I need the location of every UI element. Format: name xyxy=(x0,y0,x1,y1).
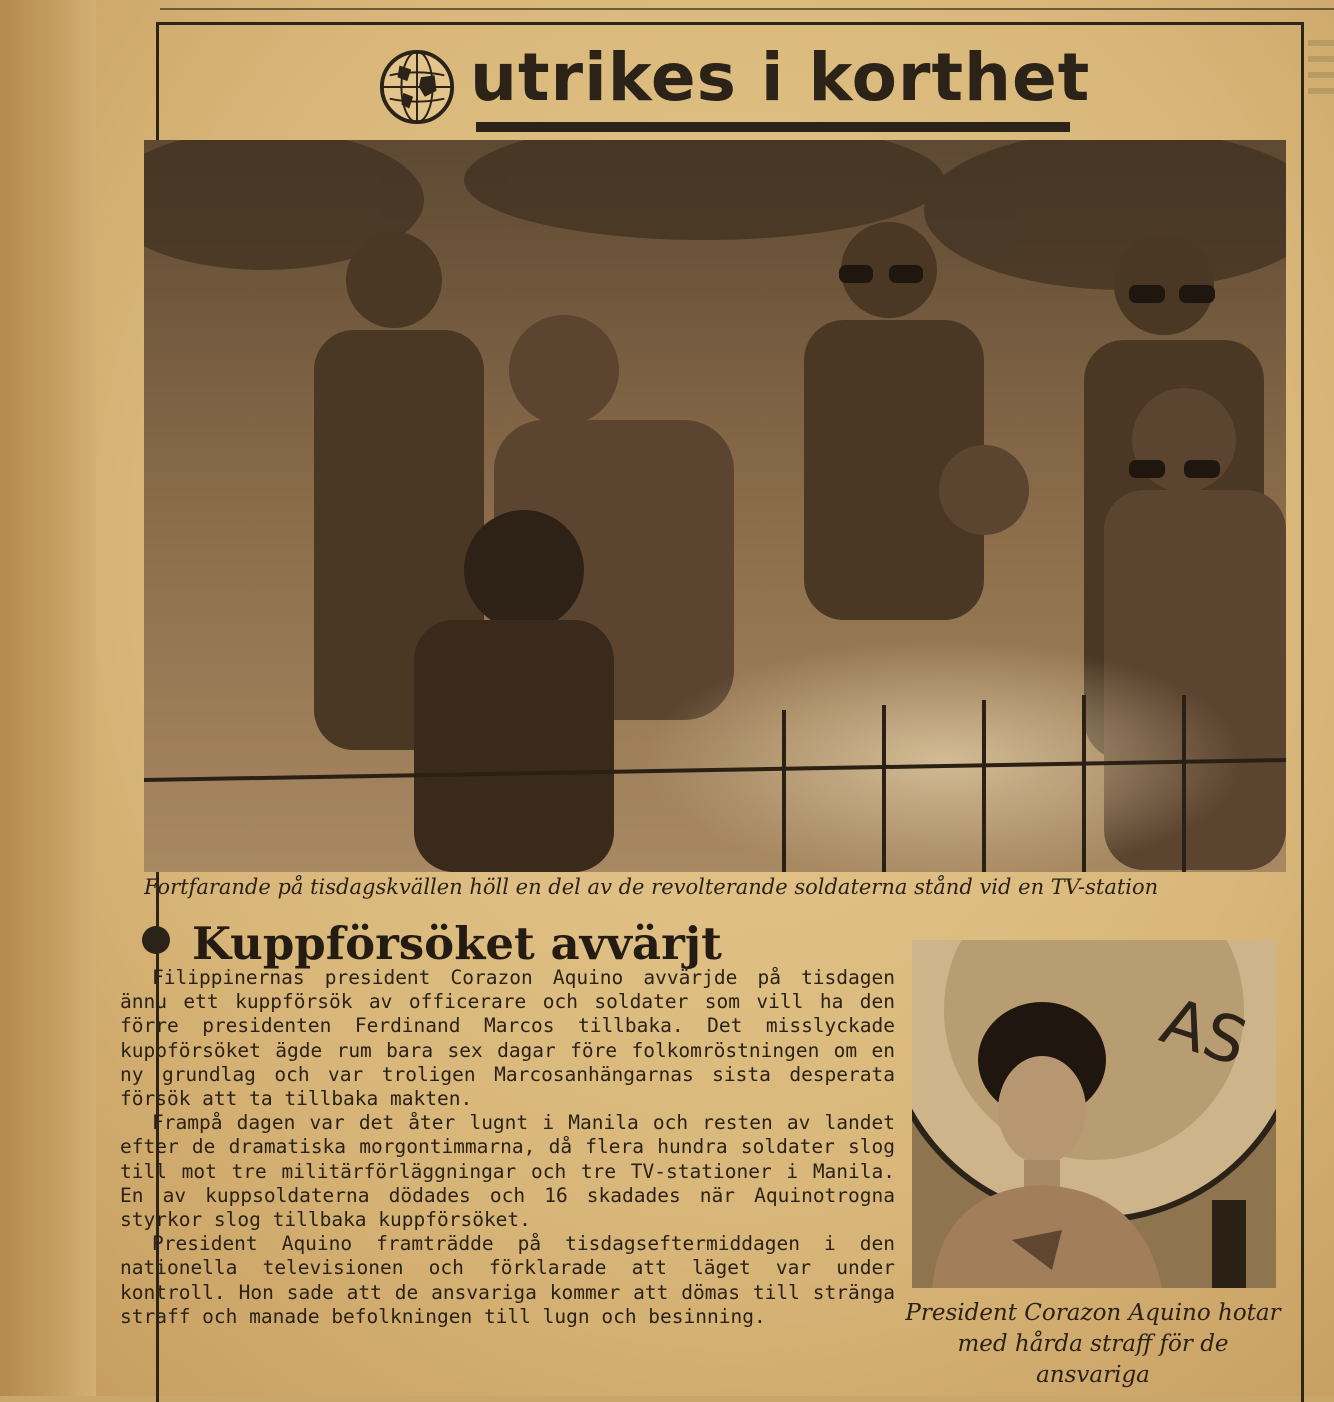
top-rule xyxy=(160,8,1334,10)
globe-icon xyxy=(378,48,456,126)
portrait-caption: President Corazon Aquino hotar med hårda straff för de ansvariga xyxy=(905,1300,1281,1388)
masthead-underline xyxy=(476,122,1070,132)
main-photo-caption: Fortfarande på tisdagskvällen höll en del av de revolterande soldaterna stånd vid en TV-station xyxy=(144,875,1159,899)
article-headline: Kuppförsöket avvärjt xyxy=(192,917,722,970)
page-left-edge xyxy=(0,0,96,1396)
article-body xyxy=(120,966,895,1386)
headline-bullet xyxy=(142,926,170,954)
main-news-photo xyxy=(144,140,1286,872)
article-paragraph: Filippinernas president Corazon Aquino avvärjde på tisdagen ännu ett kuppförsök av officerare och soldater som vill ha den förre presidenten Ferdinand Marcos tillbaka. Det misslyckade kuppförsöket ägde rum bara sex dagar före folkomröstningen om en ny grundlag och var troligen Marcosanhängarnas sista desperata försök att ta tillbaka makten. xyxy=(120,966,895,1111)
seal-letters: AS xyxy=(1152,984,1256,1082)
article-paragraph: President Aquino framträdde på tisdagseftermiddagen i den nationella televisionen och förklarade att läget var under kontroll. Hon sade att de ansvariga kommer att dömas till stränga straff och manade befolkningen till lugn och besinning. xyxy=(120,1232,895,1328)
article-paragraph: Frampå dagen var det åter lugnt i Manila och resten av landet efter de dramatiska morgontimmarna, då flera hundra soldater slog till mot tre militärförläggningar och tre TV-stationer i Manila. En av kuppsoldaterna dödades och 16 skadades när Aquinotrogna styrkor slog tillbaka kuppförsöket. xyxy=(120,1111,895,1232)
adjacent-column-bleed xyxy=(1308,30,1334,150)
section-masthead: utrikes i korthet xyxy=(470,39,1091,116)
portrait-photo xyxy=(912,940,1276,1288)
